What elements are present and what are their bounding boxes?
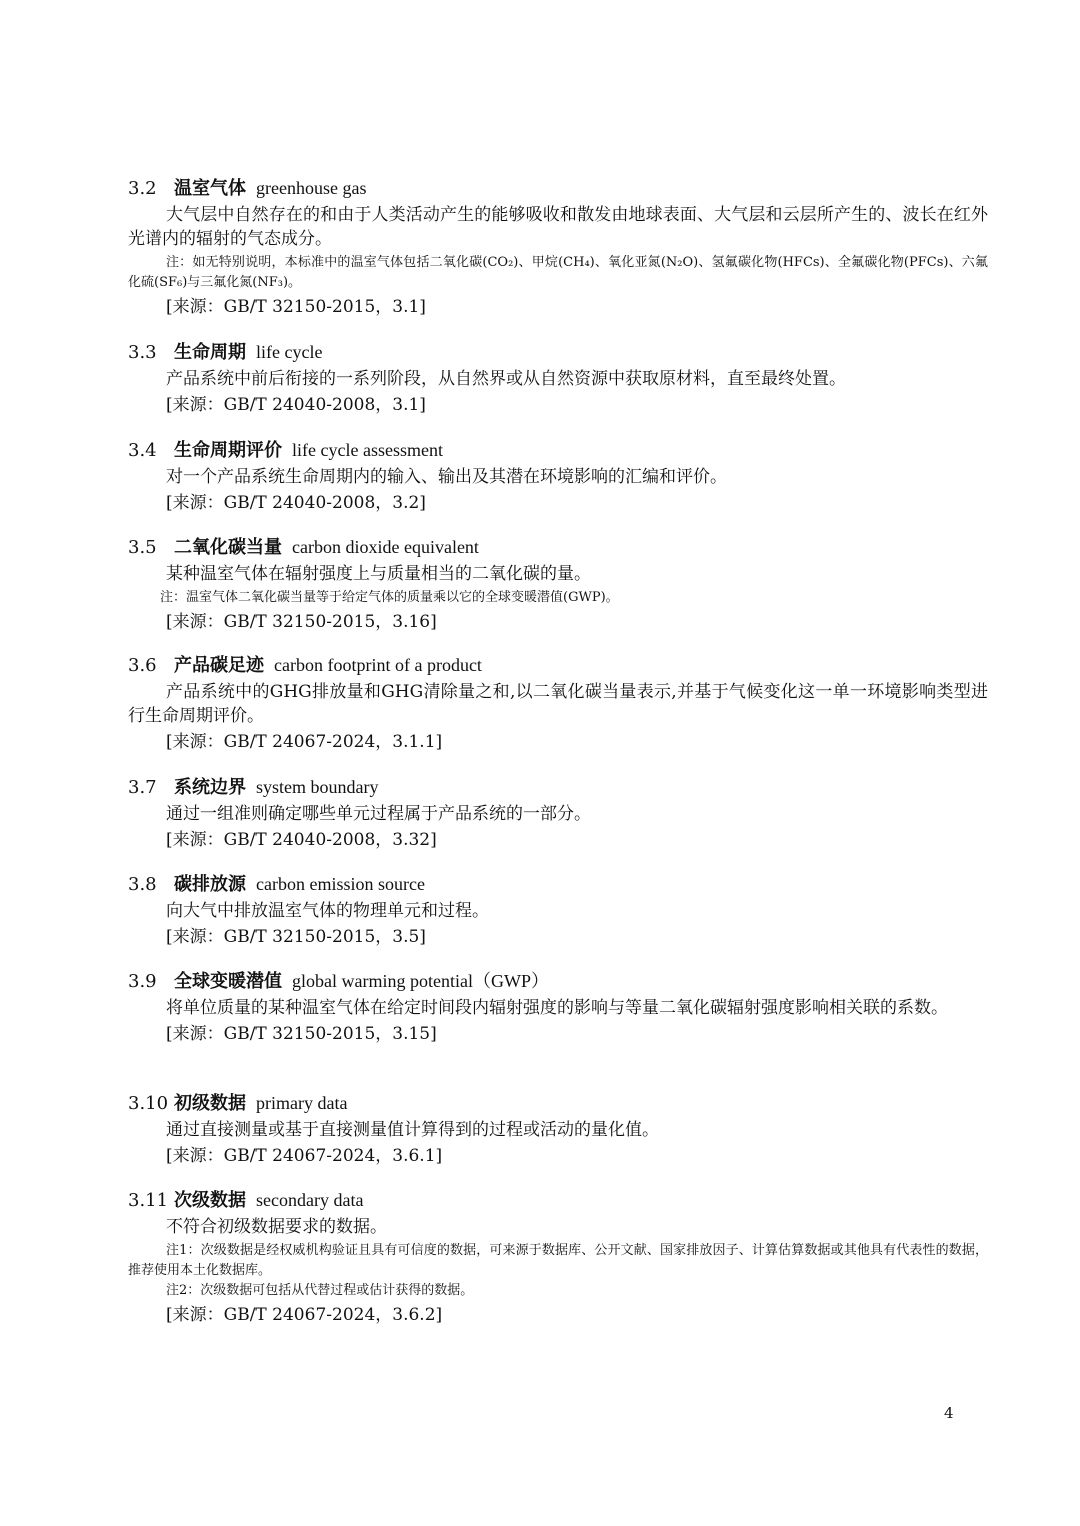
term-heading: [128, 535, 988, 560]
term-definition: 产品系统中前后衔接的一系列阶段，从自然界或从自然资源中获取原材料，直至最终处置。: [166, 369, 846, 389]
term-heading: [128, 969, 988, 994]
term-zh: 次级数据: [174, 1190, 246, 1211]
term-en: system boundary: [256, 777, 379, 797]
term-3-9: [128, 969, 988, 1046]
term-source: [来源：GB/T 32150-2015，3.5]: [166, 927, 426, 947]
term-note: 注：温室气体二氧化碳当量等于给定气体的质量乘以它的全球变暖潜值(GWP)。: [160, 590, 619, 605]
term-definition: 产品系统中的GHG排放量和GHG清除量之和,以二氧化碳当量表示,并基于气候变化这一单一环境影响类型进行生命周期评价。: [128, 682, 988, 726]
term-heading: [128, 176, 988, 201]
term-en: life cycle: [256, 342, 323, 362]
term-definition: 通过直接测量或基于直接测量值计算得到的过程或活动的量化值。: [166, 1120, 659, 1140]
term-3-3: [128, 340, 988, 417]
page-number: 4: [944, 1404, 954, 1422]
term-number: 3.6: [128, 655, 157, 676]
term-3-7: [128, 775, 988, 852]
term-3-2: [128, 176, 988, 319]
term-source: [来源：GB/T 24067-2024，3.6.1]: [166, 1146, 443, 1166]
term-number: 3.4: [128, 440, 157, 461]
term-3-6: [128, 653, 988, 754]
term-definition: 通过一组准则确定哪些单元过程属于产品系统的一部分。: [166, 804, 591, 824]
term-en: primary data: [256, 1093, 348, 1113]
term-source: [来源：GB/T 32150-2015，3.1]: [166, 297, 426, 317]
term-heading: [128, 340, 988, 365]
term-number: 3.5: [128, 537, 157, 558]
term-note-1: 注1：次级数据是经权威机构验证且具有可信度的数据，可来源于数据库、公开文献、国家排放因子、计算估算数据或其他具有代表性的数据，推荐使用本土化数据库。: [128, 1243, 988, 1278]
term-en: secondary data: [256, 1190, 364, 1210]
term-3-10: [128, 1091, 988, 1168]
term-zh: 产品碳足迹: [174, 655, 264, 676]
term-number: 3.7: [128, 777, 157, 798]
term-source: [来源：GB/T 24040-2008，3.1]: [166, 395, 426, 415]
term-number: 3.8: [128, 874, 157, 895]
term-en: greenhouse gas: [256, 178, 367, 198]
term-zh: 生命周期评价: [174, 440, 282, 461]
term-heading: [128, 775, 988, 800]
term-3-11: [128, 1188, 988, 1327]
term-zh: 温室气体: [174, 178, 246, 199]
term-number: 3.3: [128, 342, 157, 363]
term-en: life cycle assessment: [292, 440, 443, 460]
term-zh: 碳排放源: [174, 874, 246, 895]
term-en: carbon dioxide equivalent: [292, 537, 479, 557]
term-definition: 将单位质量的某种温室气体在给定时间段内辐射强度的影响与等量二氧化碳辐射强度影响相关联的系数。: [166, 998, 948, 1018]
term-zh: 初级数据: [174, 1093, 246, 1114]
term-heading: [128, 872, 988, 897]
term-number: 3.10: [128, 1093, 169, 1114]
term-definition: 某种温室气体在辐射强度上与质量相当的二氧化碳的量。: [166, 564, 591, 584]
term-source: [来源：GB/T 32150-2015，3.16]: [166, 612, 437, 632]
term-source: [来源：GB/T 32150-2015，3.15]: [166, 1024, 437, 1044]
term-source: [来源：GB/T 24040-2008，3.32]: [166, 830, 437, 850]
term-note-2: 注2：次级数据可包括从代替过程或估计获得的数据。: [166, 1283, 474, 1298]
term-number: 3.2: [128, 178, 157, 199]
term-en: carbon footprint of a product: [274, 655, 482, 675]
term-heading: [128, 1091, 988, 1116]
term-heading: [128, 1188, 988, 1213]
term-definition: 向大气中排放温室气体的物理单元和过程。: [166, 901, 489, 921]
term-source: [来源：GB/T 24067-2024，3.1.1]: [166, 732, 443, 752]
term-heading: [128, 438, 988, 463]
term-zh: 全球变暖潜值: [174, 971, 282, 992]
term-zh: 生命周期: [174, 342, 246, 363]
term-en: carbon emission source: [256, 874, 425, 894]
term-3-4: [128, 438, 988, 515]
term-zh: 二氧化碳当量: [174, 537, 282, 558]
term-number: 3.9: [128, 971, 157, 992]
term-definition: 大气层中自然存在的和由于人类活动产生的能够吸收和散发由地球表面、大气层和云层所产生的、波长在红外光谱内的辐射的气态成分。: [128, 205, 988, 249]
term-source: [来源：GB/T 24067-2024，3.6.2]: [166, 1305, 443, 1325]
term-heading: [128, 653, 988, 678]
term-definition: 不符合初级数据要求的数据。: [166, 1217, 387, 1237]
term-3-8: [128, 872, 988, 949]
term-number: 3.11: [128, 1190, 169, 1211]
term-3-5: [128, 535, 988, 634]
term-source: [来源：GB/T 24040-2008，3.2]: [166, 493, 426, 513]
term-note: 注：如无特别说明，本标准中的温室气体包括二氧化碳(CO₂)、甲烷(CH₄)、氧化亚氮(N₂O)、氢氟碳化物(HFCs)、全氟碳化物(PFCs)、六氟化硫(SF₆)与三氟化氮(NF₃)。: [128, 255, 988, 290]
term-definition: 对一个产品系统生命周期内的输入、输出及其潜在环境影响的汇编和评价。: [166, 467, 727, 487]
term-zh: 系统边界: [174, 777, 246, 798]
term-en: global warming potential（GWP）: [292, 971, 549, 991]
